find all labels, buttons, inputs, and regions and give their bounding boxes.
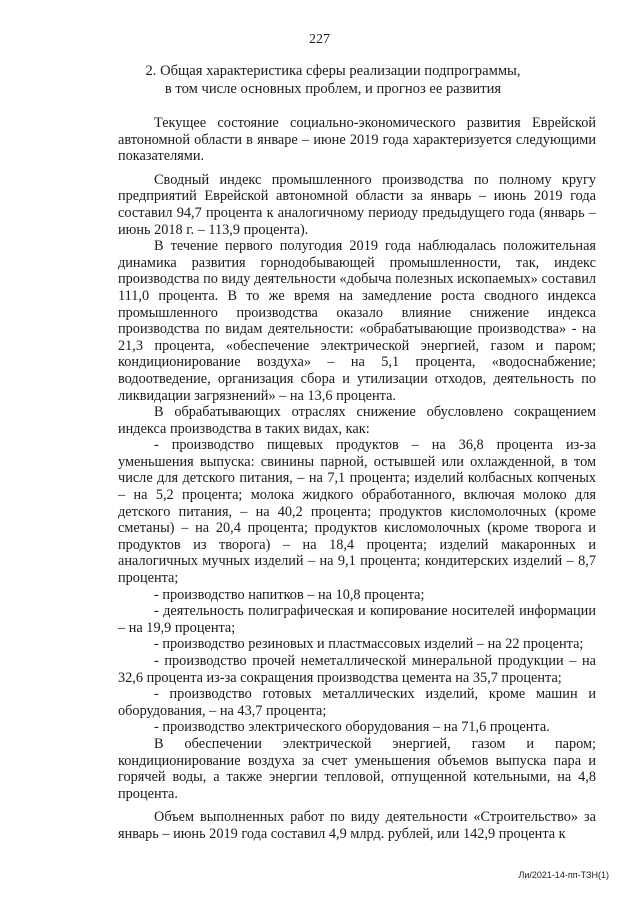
list-item-food-products: - производство пищевых продуктов – на 36,8 процента из-за уменьшения выпуска: свинины парной, остывшей или охлажденной, в том числе для детского питания, – на 7,1 процента; изделий колбасных копченых – на 5,2 процента; молока жидкого обработанного, включая молоко для детского питания, – на 40,2 процента; продуктов кисломолочных (кроме сметаны) – на 20,4 процента; продуктов кисломолочных (кроме творога и продуктов из творога) – на 18,4 процента; изделий макаронных и аналогичных мучных изделий – на 9,1 процента; кондитерских изделий – 8,7 процента;	[118, 437, 596, 587]
list-item-metal-products: - производство готовых металлических изделий, кроме машин и оборудования, – на 43,7 процента;	[118, 686, 596, 719]
section-heading-line-2: в том числе основных проблем, и прогноз ее развития	[164, 80, 502, 97]
list-item-non-metallic-minerals: - производство прочей неметаллической минеральной продукции – на 32,6 процента из-за сокращения производства цемента на 35,7 процента;	[118, 653, 596, 686]
paragraph-intro: Текущее состояние социально-экономического развития Еврейской автономной области в январе – июне 2019 года характеризуется следующими показателями.	[118, 115, 596, 165]
paragraph-construction: Объем выполненных работ по виду деятельности «Строительство» за январь – июнь 2019 года составил 4,9 млрд. рублей, или 142,9 процента к	[118, 809, 596, 842]
paragraph-manufacturing-intro: В обрабатывающих отраслях снижение обусловлено сокращением индекса производства в таких видах, как:	[118, 404, 596, 437]
list-item-electrical-equipment: - производство электрического оборудования – на 71,6 процента.	[154, 719, 550, 736]
paragraph-mining-dynamics: В течение первого полугодия 2019 года наблюдалась положительная динамика развития горнодобывающей промышленности, так, индекс производства по виду деятельности «добыча полезных ископаемых» составил 111,0 процента. В то же время на замедление роста сводного индекса промышленного производства оказало влияние снижение индекса производства по видам деятельности: «обрабатывающие производства» - на 21,3 процента, «обеспечение электрической энергией, газом и паром; кондиционирование воздуха» – на 5,1 процента, «водоснабжение; водоотведение, организация сбора и утилизации отходов, деятельность по ликвидации загрязнений» – на 13,6 процента.	[118, 238, 596, 404]
paragraph-energy-supply: В обеспечении электрической энергией, газом и паром; кондиционирование воздуха за счет уменьшения объемов выпуска пара и горячей воды, а также энергии тепловой, отпущенной котельными, на 4,8 процента.	[118, 735, 596, 802]
list-item-rubber-plastic: - производство резиновых и пластмассовых изделий – на 22 процента;	[154, 636, 584, 653]
paragraph-industrial-index: Сводный индекс промышленного производства по полному кругу предприятий Еврейской автономной области за январь – июнь 2019 года составил 94,7 процента к аналогичному периоду предыдущего года (январь – июнь 2018 г. – 113,9 процента).	[118, 171, 596, 238]
list-item-beverages: - производство напитков – на 10,8 процента;	[154, 586, 425, 603]
list-item-printing: - деятельность полиграфическая и копирование носителей информации – на 19,9 процента;	[118, 603, 596, 636]
section-heading-line-1: 2. Общая характеристика сферы реализации подпрограммы,	[145, 63, 521, 79]
section-heading	[118, 63, 548, 98]
page-number: 227	[309, 32, 330, 47]
document-body	[118, 115, 596, 843]
document-code: Ли/2021-14-пп-ТЗН(1)	[518, 870, 609, 880]
